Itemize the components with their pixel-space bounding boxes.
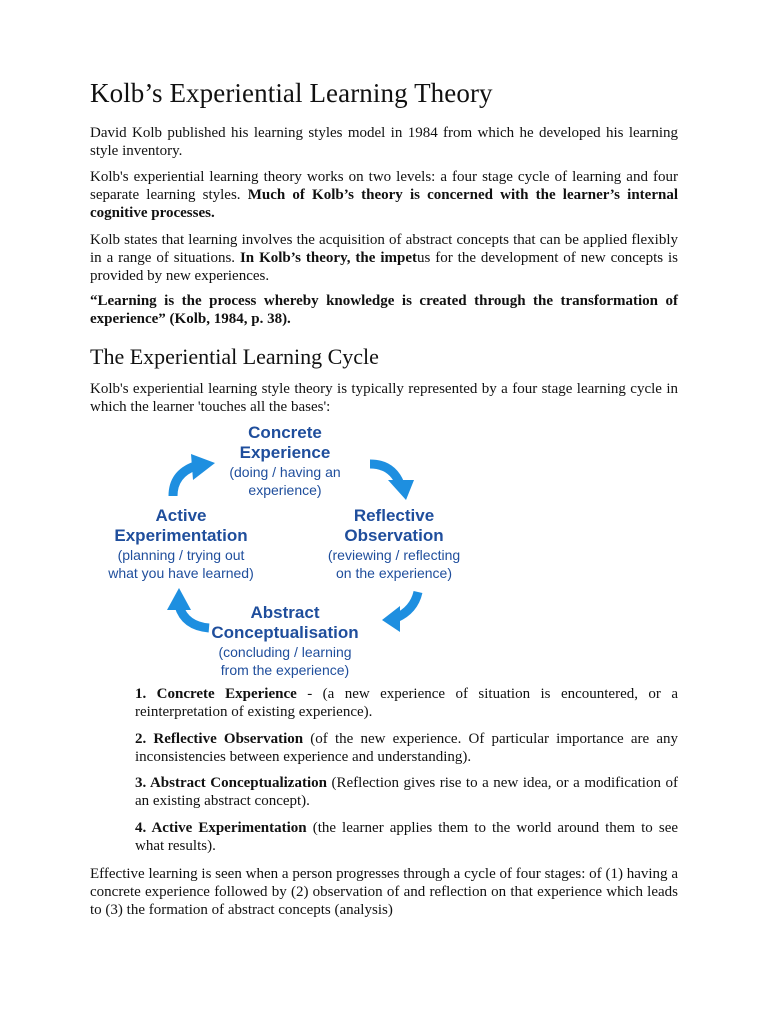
stage-label: 3. Abstract Conceptualization [135, 775, 327, 791]
node-title: Conceptualisation [211, 623, 359, 642]
intro-paragraph-2 [90, 168, 678, 222]
node-subtitle: (concluding / learning [218, 644, 352, 660]
node-subtitle: (reviewing / reflecting [327, 547, 461, 563]
stage-text: (Reflection gives rise to a new idea, or a modification of an existing abstract concept). [135, 775, 678, 809]
node-title: Reflective [353, 506, 435, 525]
list-item [135, 685, 678, 721]
stage-label: 4. Active Experimentation [135, 820, 307, 836]
stage-label: 2. Reflective Observation [135, 731, 304, 747]
learning-cycle-diagram [95, 420, 475, 682]
node-subtitle: on the experience) [336, 565, 452, 581]
list-item [135, 774, 678, 810]
node-subtitle: experience) [248, 482, 322, 498]
node-subtitle: from the experience) [220, 662, 350, 678]
stage-text: - (a new experience of situation is encountered, or a reinterpretation of existing experience). [135, 686, 678, 720]
node-title: Active [155, 506, 207, 525]
intro-paragraph-3-bold: In Kolb’s theory, the impet [239, 250, 417, 266]
node-abstract-conceptualisation [195, 603, 375, 679]
node-title: Concrete [248, 423, 322, 442]
section-lead: Kolb's experiential learning style theory is typically represented by a four stage learning cycle in which the learner 'touches all the bases': [90, 381, 678, 415]
intro-paragraph-3 [90, 231, 678, 285]
arrow-down-right-icon [368, 456, 418, 500]
kolb-quote: “Learning is the process whereby knowledge is created through the transformation of experience” (Kolb, 1984, p. 38). [90, 293, 678, 327]
node-subtitle: (planning / trying out [117, 547, 245, 563]
stage-text: (the learner applies them to the world around them to see what results). [135, 820, 679, 854]
stage-text: (of the new experience. Of particular importance are any inconsistencies between experience and understanding). [135, 731, 678, 765]
section-heading: The Experiential Learning Cycle [90, 344, 379, 369]
list-item [135, 730, 678, 766]
arrow-down-left-icon [380, 588, 424, 632]
node-title: Experimentation [114, 526, 248, 545]
node-active-experimentation [95, 506, 267, 582]
list-item [135, 819, 678, 855]
page-title: Kolb’s Experiential Learning Theory [90, 78, 493, 108]
intro-paragraph-2-bold: Much of Kolb’s theory is concerned with the learner’s internal cognitive processes. [90, 187, 678, 221]
node-subtitle: what you have learned) [108, 565, 254, 581]
node-concrete-experience [215, 423, 355, 499]
intro-paragraph-3-text: Kolb states that learning involves the acquisition of abstract concepts that can be applied flexibly in a range of situations. [90, 232, 678, 266]
node-title: Abstract [250, 603, 320, 622]
node-reflective-observation [313, 506, 475, 582]
intro-paragraph-1: David Kolb published his learning styles model in 1984 from which he developed his learning style inventory. [90, 125, 678, 159]
intro-paragraph-2-text: Kolb's experiential learning theory works on two levels: a four stage cycle of learning and four separate learning styles. [90, 169, 678, 203]
stage-label: 1. Concrete Experience [135, 686, 297, 702]
arrow-up-right-icon [165, 454, 221, 500]
node-subtitle: (doing / having an [229, 464, 341, 480]
arrow-up-left-icon [167, 588, 213, 634]
closing-paragraph: Effective learning is seen when a person progresses through a cycle of four stages: of (1) having a concrete experience followed by (2) observation of and reflection on that experience which leads to (3) the formation of abstract concepts (analysis) [90, 866, 678, 918]
node-title: Experience [239, 443, 331, 462]
intro-paragraph-3-tail: us for the development of new concepts is provided by new experiences. [90, 250, 678, 284]
node-title: Observation [344, 526, 444, 545]
